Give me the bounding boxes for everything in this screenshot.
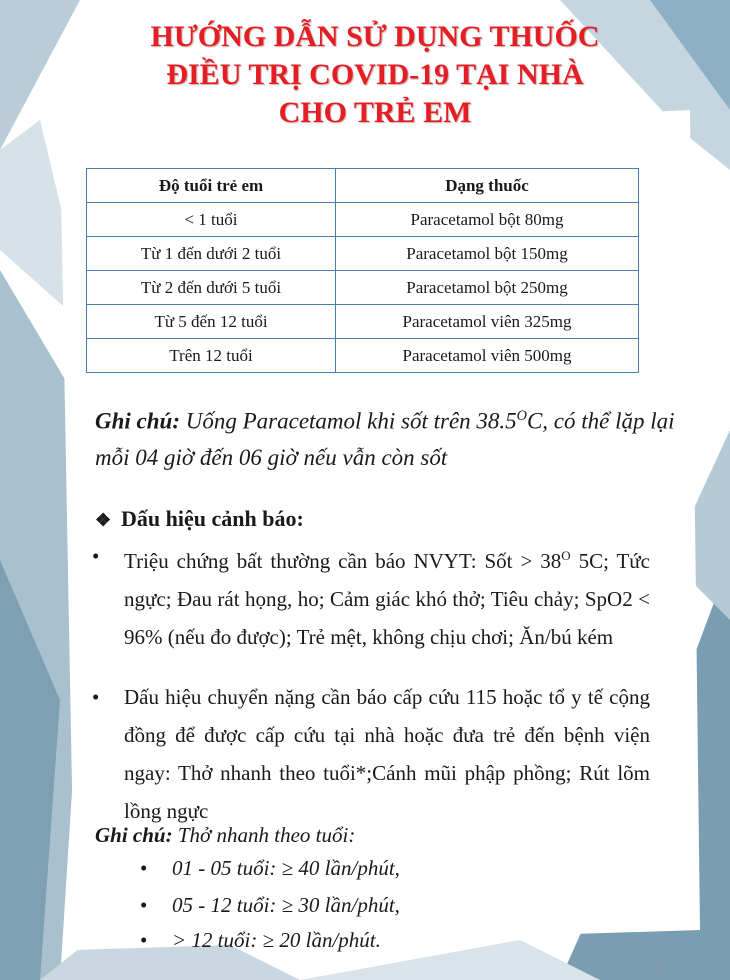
bullet-text: Dấu hiệu chuyển nặng cần báo cấp cứu 115 hoặc tổ y tế cộng đồng để được cấp cứu tại nhà hoặc đưa trẻ đến bệnh viện ngay: Thở nhanh theo tuổi*;Cánh mũi phập phồng; Rút lõm lồng ngực [124, 685, 650, 823]
table-row [87, 305, 639, 339]
cell-medicine: Paracetamol bột 250mg [336, 271, 639, 305]
table-row [87, 237, 639, 271]
rate-item [140, 928, 381, 953]
title-line-3: CHO TRẺ EM [278, 96, 472, 129]
table-row [87, 339, 639, 373]
rate-text: 05 - 12 tuổi: ≥ 30 lần/phút, [172, 893, 400, 917]
note-label: Ghi chú: [95, 408, 180, 434]
title-line-2: ĐIỀU TRỊ COVID-19 TẠI NHÀ [166, 58, 584, 91]
table-row [87, 271, 639, 305]
document-title [60, 18, 690, 132]
bullet-dot-icon: • [140, 893, 148, 917]
note-text: Thở nhanh theo tuổi: [172, 823, 356, 847]
note-label: Ghi chú: [95, 823, 173, 847]
bullet-text [124, 537, 650, 656]
rate-item [140, 893, 400, 918]
note-text-a: Uống Paracetamol khi sốt trên 38.5 [180, 408, 517, 434]
title-line-1: HƯỚNG DẪN SỬ DỤNG THUỐC [150, 20, 600, 53]
dosage-table [86, 168, 639, 373]
header-medicine: Dạng thuốc [336, 169, 639, 203]
dosage-note [95, 398, 685, 476]
cell-medicine: Paracetamol bột 150mg [336, 237, 639, 271]
table-header-row [87, 169, 639, 203]
degree-sup: O [561, 548, 571, 563]
bullet-dot-icon: • [140, 856, 148, 880]
cell-age: Từ 2 đến dưới 5 tuổi [87, 271, 336, 305]
cell-age: Trên 12 tuổi [87, 339, 336, 373]
note-text-b: C, có thể lặp lại mỗi 04 giờ đến 06 giờ nếu vẫn còn sốt [95, 408, 675, 470]
page-number: 12 [655, 962, 667, 973]
rate-text: > 12 tuổi: ≥ 20 lần/phút. [172, 928, 381, 952]
diamond-bullet-icon: ❖ [95, 510, 112, 530]
bullet-dot-icon: • [92, 685, 100, 709]
rate-text: 01 - 05 tuổi: ≥ 40 lần/phút, [172, 856, 400, 880]
breathing-note [95, 823, 355, 848]
table-row [87, 203, 639, 237]
cell-age: Từ 5 đến 12 tuổi [87, 305, 336, 339]
cell-medicine: Paracetamol viên 500mg [336, 339, 639, 373]
header-age: Độ tuổi trẻ em [87, 169, 336, 203]
cell-medicine: Paracetamol viên 325mg [336, 305, 639, 339]
bullet-dot-icon: • [92, 544, 100, 568]
rate-item [140, 856, 400, 881]
cell-age: Từ 1 đến dưới 2 tuổi [87, 237, 336, 271]
bullet-dot-icon: • [140, 928, 148, 952]
degree-sup: O [516, 408, 527, 424]
warning-heading [95, 506, 304, 532]
bullet1-text-a: Triệu chứng bất thường cần báo NVYT: Sốt > 38 [124, 549, 562, 573]
warning-heading-text: Dấu hiệu cảnh báo: [121, 506, 304, 531]
cell-medicine: Paracetamol bột 80mg [336, 203, 639, 237]
cell-age: < 1 tuổi [87, 203, 336, 237]
bullet1-text-b: 5C; Tức ngực; Đau rát họng, ho; Cảm giác khó thở; Tiêu chảy; SpO2 < 96% (nếu đo được); Trẻ mệt, không chịu chơi; Ăn/bú kém [124, 549, 650, 649]
